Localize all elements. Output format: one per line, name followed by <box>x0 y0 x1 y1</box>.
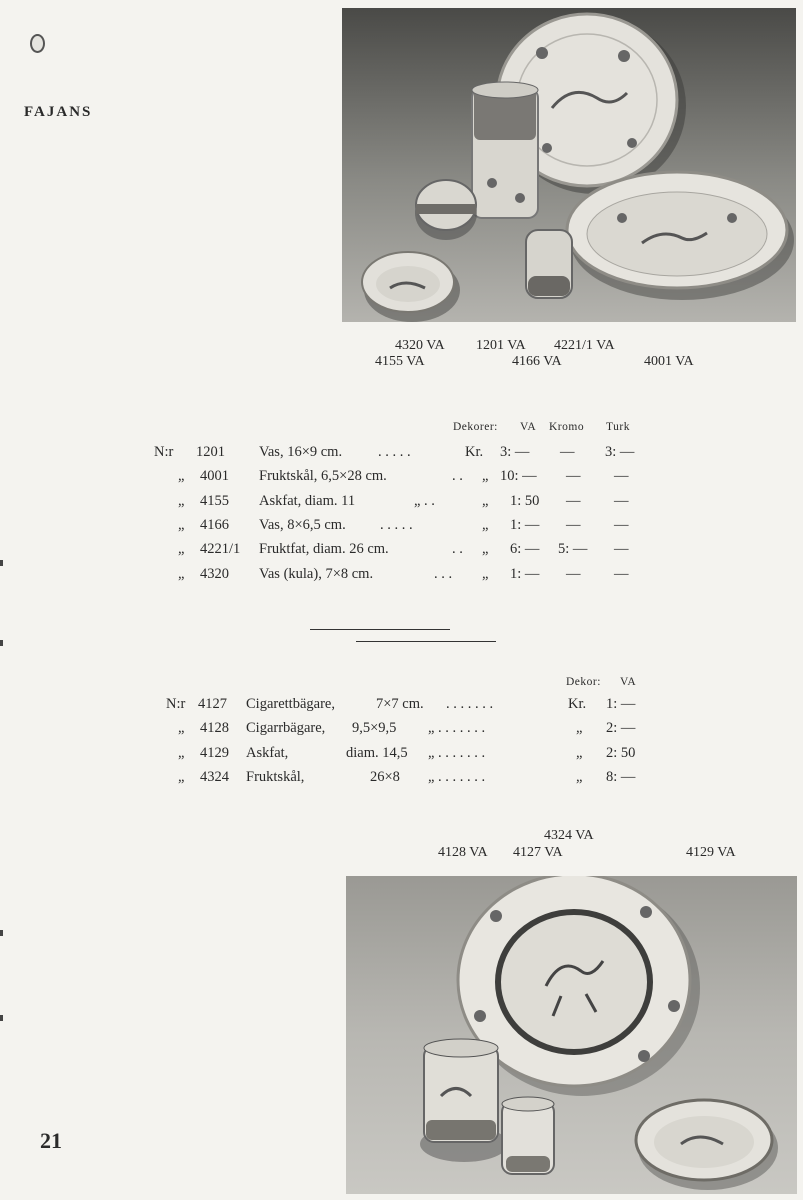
table-row-prefix: „ <box>178 493 185 509</box>
table-row-prefix: N:r <box>154 444 174 460</box>
table-row-price-turk: — <box>614 468 629 484</box>
table-row-prefix: „ <box>178 541 185 557</box>
table-row-price: 8: — <box>606 769 636 785</box>
table-row-currency: „ <box>576 745 583 761</box>
table1-header-dekorer: Dekorer: <box>453 421 498 433</box>
table-row-currency: „ <box>482 517 489 533</box>
table-row-price-kromo: — <box>566 493 581 509</box>
caption-4166: 4166 VA <box>512 354 562 369</box>
edge-mark <box>0 560 3 566</box>
table-row-number: 4221/1 <box>200 541 241 557</box>
table-row-number: 4320 <box>200 566 229 582</box>
table-row-currency: „ <box>482 541 489 557</box>
table-row-description: Cigarrbägare, <box>246 720 326 736</box>
caption-4155: 4155 VA <box>375 354 425 369</box>
caption-4129: 4129 VA <box>686 845 736 860</box>
table-row-prefix: „ <box>178 720 185 736</box>
table-row-leader: „ . . . . . . . <box>428 720 486 736</box>
table-row-prefix: N:r <box>166 696 186 712</box>
table1-header-kromo: Kromo <box>549 421 585 433</box>
table-row-currency: „ <box>482 468 489 484</box>
table-row-price-kromo: — <box>560 444 575 460</box>
table-row-description: Fruktskål, 6,5×28 cm. <box>259 468 387 484</box>
table-row-price-kromo: — <box>566 566 581 582</box>
table-row-price-turk: — <box>614 541 629 557</box>
table-row-description: Fruktskål, <box>246 769 305 785</box>
table-row-leader: . . . <box>434 566 453 582</box>
caption-1201: 1201 VA <box>476 338 526 353</box>
divider-rule <box>310 629 450 630</box>
table-row-leader: . . . . . <box>378 444 411 460</box>
edge-mark <box>0 640 3 646</box>
caption-4128: 4128 VA <box>438 845 488 860</box>
table-row-price-va: 10: — <box>500 468 537 484</box>
table-row-number: 4166 <box>200 517 229 533</box>
table-row-price-kromo: — <box>566 517 581 533</box>
table-row-currency: Kr. <box>568 696 587 712</box>
table-row-price-va: 1: — <box>510 566 540 582</box>
table-row-price-turk: — <box>614 493 629 509</box>
table-row-leader: . . <box>452 541 463 557</box>
table-row-price-va: 1: — <box>510 517 540 533</box>
table-row-description: Askfat, diam. 11 <box>259 493 356 509</box>
table-row-price-va: 1: 50 <box>510 493 540 509</box>
table-row-number: 4127 <box>198 696 227 712</box>
table-row-size: 9,5×9,5 <box>352 720 397 736</box>
table-row-prefix: „ <box>178 745 185 761</box>
table1-header-turk: Turk <box>606 421 630 433</box>
table-row-currency: „ <box>482 566 489 582</box>
table-row-leader: . . . . . <box>380 517 413 533</box>
table-row-price-kromo: 5: — <box>558 541 588 557</box>
table-row-description: Askfat, <box>246 745 289 761</box>
table-row-number: 4129 <box>200 745 229 761</box>
table-row-price-turk: — <box>614 566 629 582</box>
table-row-currency: Kr. <box>465 444 484 460</box>
table-row-currency: „ <box>576 720 583 736</box>
page-number: 21 <box>40 1128 62 1153</box>
table-row-currency: „ <box>576 769 583 785</box>
table-row-leader: „ . . . . . . . <box>428 745 486 761</box>
edge-mark <box>0 930 3 936</box>
table-row-description: Cigarettbägare, <box>246 696 335 712</box>
table-row-price-va: 3: — <box>500 444 530 460</box>
section-title: FAJANS <box>24 104 93 120</box>
table-row-size: 7×7 cm. <box>376 696 424 712</box>
table-row-price: 2: — <box>606 720 636 736</box>
table1-header-va: VA <box>520 421 537 433</box>
table-row-currency: „ <box>482 493 489 509</box>
table-row-price-va: 6: — <box>510 541 540 557</box>
table-row-leader: . . <box>452 468 463 484</box>
table-row-size: 26×8 <box>370 769 400 785</box>
caption-4127: 4127 VA <box>513 845 563 860</box>
table2-header-dekor: Dekor: <box>566 676 601 688</box>
divider-rule <box>356 641 496 642</box>
table-row-number: 4324 <box>200 769 229 785</box>
table-row-price-turk: — <box>614 517 629 533</box>
table-row-size: diam. 14,5 <box>346 745 408 761</box>
table-row-price-kromo: — <box>566 468 581 484</box>
table-row-description: Fruktfat, diam. 26 cm. <box>259 541 389 557</box>
table-row-number: 1201 <box>196 444 225 460</box>
table-row-leader: . . . . . . . <box>446 696 494 712</box>
caption-4001: 4001 VA <box>644 354 694 369</box>
table-row-description: Vas, 8×6,5 cm. <box>259 517 346 533</box>
table2-header-va: VA <box>620 676 637 688</box>
table-row-prefix: „ <box>178 468 185 484</box>
table-row-prefix: „ <box>178 566 185 582</box>
table-row-number: 4001 <box>200 468 229 484</box>
table-row-price: 1: — <box>606 696 636 712</box>
table-row-number: 4155 <box>200 493 229 509</box>
caption-4320: 4320 VA <box>395 338 445 353</box>
caption-4324: 4324 VA <box>544 828 594 843</box>
top-product-photo <box>342 8 796 322</box>
table-row-description: Vas, 16×9 cm. <box>259 444 343 460</box>
table-row-leader: „ . . . . . . . <box>428 769 486 785</box>
table-row-leader: „ . . <box>414 493 435 509</box>
table-row-description: Vas (kula), 7×8 cm. <box>259 566 374 582</box>
table-row-prefix: „ <box>178 769 185 785</box>
caption-4221-1: 4221/1 VA <box>554 338 615 353</box>
table-row-price: 2: 50 <box>606 745 636 761</box>
table-row-prefix: „ <box>178 517 185 533</box>
table-row-number: 4128 <box>200 720 229 736</box>
table-row-price-turk: 3: — <box>605 444 635 460</box>
binding-hole <box>30 34 45 53</box>
edge-mark <box>0 1015 3 1021</box>
bottom-product-photo <box>346 876 797 1194</box>
